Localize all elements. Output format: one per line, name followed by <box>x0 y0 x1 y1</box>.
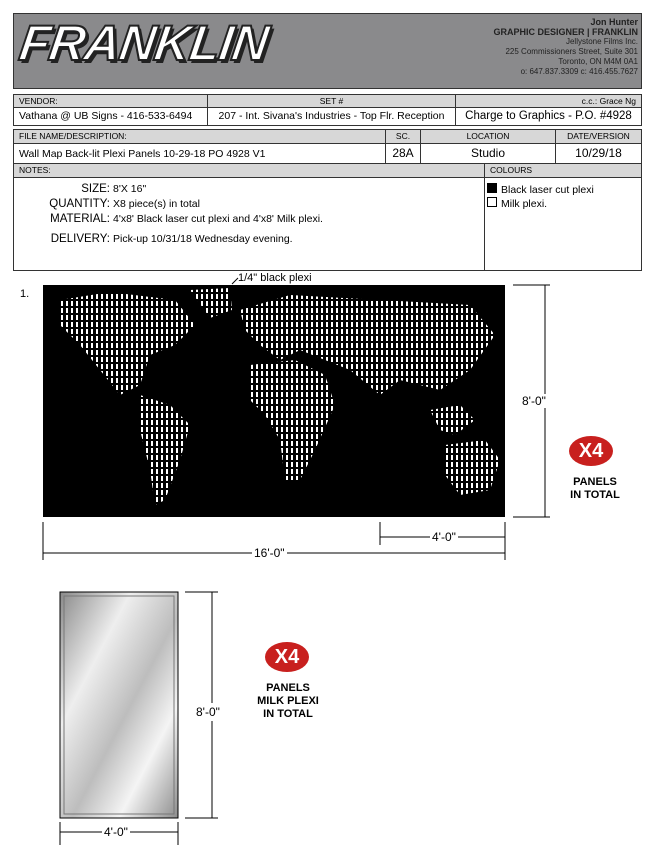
badge-line: MILK PLEXI <box>257 695 319 707</box>
file-value: Wall Map Back-lit Plexi Panels 10-29-18 PO 4928 V1 <box>13 143 386 164</box>
charge-value: Charge to Graphics - P.O. #4928 <box>455 107 642 126</box>
franklin-logo: FRANKLIN <box>16 15 272 71</box>
colour-label: Black laser cut plexi <box>501 184 594 196</box>
location-value: Studio <box>420 143 556 164</box>
vendor-value: Vathana @ UB Signs - 416-533-6494 <box>13 107 208 126</box>
badge-line: PANELS <box>573 476 617 488</box>
panel-width-dimension: 4'-0" <box>432 530 456 544</box>
file-label: FILE NAME/DESCRIPTION: <box>13 129 386 144</box>
colour-label: Milk plexi. <box>501 198 548 210</box>
milk-width-dimension: 4'-0" <box>104 825 128 839</box>
callout-label: 1/4" black plexi <box>238 272 312 284</box>
width-dimension: 16'-0" <box>254 546 285 560</box>
quantity-value: X8 piece(s) in total <box>113 198 200 210</box>
date-label: DATE/VERSION <box>555 129 642 144</box>
set-value: 207 - Int. Sivana's Industries - Top Flr. Reception <box>207 107 456 126</box>
set-label: SET # <box>207 94 456 108</box>
contact-title: GRAPHIC DESIGNER | FRANKLIN <box>493 27 638 37</box>
drawing-number: 1. <box>20 288 30 300</box>
notes-label: NOTES: <box>13 163 485 178</box>
height-dimension: 8'-0" <box>522 394 546 408</box>
delivery-value: Pick-up 10/31/18 Wednesday evening. <box>113 233 293 245</box>
contact-phones: o: 647.837.3309 c: 416.455.7627 <box>520 67 638 76</box>
sc-value: 28A <box>385 143 421 164</box>
location-label: LOCATION <box>420 129 556 144</box>
size-value: 8'X 16" <box>113 183 147 195</box>
milk-badge-caption <box>248 682 328 721</box>
cc-label: c.c.: Grace Ng <box>455 94 642 108</box>
contact-city: Toronto, ON M4M 0A1 <box>558 57 638 66</box>
milk-height-dimension: 8'-0" <box>196 705 220 719</box>
badge-line: IN TOTAL <box>263 708 313 720</box>
badge-line: PANELS <box>266 682 310 694</box>
material-key: MATERIAL: <box>50 213 110 225</box>
milk-quantity-badge: X4 <box>265 642 309 672</box>
material-value: 4'x8' Black laser cut plexi and 4'x8' Milk plexi. <box>113 213 323 225</box>
quantity-badge: X4 <box>569 436 613 466</box>
colours-label: COLOURS <box>484 163 642 178</box>
contact-address: 225 Commissioners Street, Suite 301 <box>505 47 638 56</box>
badge-caption <box>560 476 630 502</box>
delivery-key: DELIVERY: <box>50 233 110 245</box>
quantity-key: QUANTITY: <box>49 198 110 210</box>
contact-company: Jellystone Films Inc. <box>565 37 638 46</box>
size-key: SIZE: <box>81 183 110 195</box>
date-value: 10/29/18 <box>555 143 642 164</box>
milk-plexi-panel <box>60 592 178 818</box>
badge-line: IN TOTAL <box>570 489 620 501</box>
vendor-label: VENDOR: <box>13 94 208 108</box>
callout-leader <box>232 278 238 284</box>
sc-label: SC. <box>385 129 421 144</box>
contact-name: Jon Hunter <box>590 17 638 27</box>
